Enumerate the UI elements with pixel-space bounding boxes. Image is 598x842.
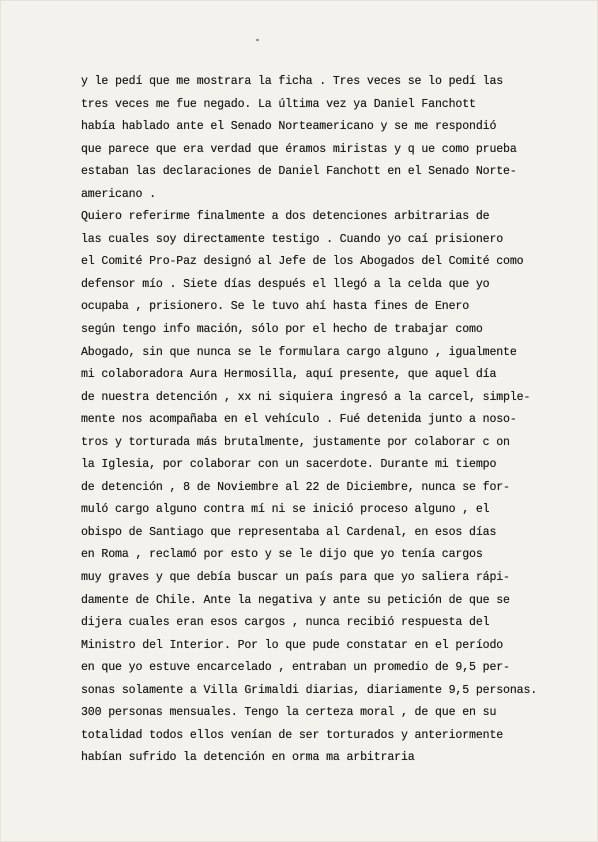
text-line: ocupaba , prisionero. Se le tuvo ahí hasta fines de Enero [81,300,470,314]
text-line: sonas solamente a Villa Grimaldi diarias, diariamente 9,5 personas. [81,683,538,697]
text-line: Quiero referirme finalmente a dos detenciones arbitrarias de [81,210,490,224]
text-line: Abogado, sin que nunca se le formulara cargo alguno , igualmente [81,345,517,359]
text-line: damente de Chile. Ante la negativa y ante su petición de que se [81,593,510,607]
text-line: según tengo info mación, sólo por el hecho de trabajar como [81,323,483,337]
typewritten-text [81,71,561,770]
text-line: americano . [81,187,156,201]
text-line: habían sufrido la detención en orma ma arbitraria [81,751,415,765]
text-line: defensor mío . Siete días después el llegó a la celda que yo [81,277,490,291]
text-line: la Iglesia, por colaborar con un sacerdote. Durante mi tiempo [81,458,497,472]
text-line: Ministro del Interior. Por lo que pude constatar en el período [81,638,504,652]
text-line: estaban las declaraciones de Daniel Fanchott en el Senado Norte- [81,165,517,179]
text-line: las cuales soy directamente testigo . Cuando yo caí prisionero [81,232,504,246]
text-line: de detención , 8 de Noviembre al 22 de Diciembre, nunca se for- [81,480,510,494]
text-line: obispo de Santiago que representaba al Cardenal, en esos días [81,525,497,539]
text-line: en Roma , reclamó por esto y se le dijo que yo tenía cargos [81,548,483,562]
text-line: que parece que era verdad que éramos miristas y q ue como prueba [81,142,517,156]
text-line: 300 personas mensuales. Tengo la certeza moral , de que en su [81,706,497,720]
text-line: había hablado ante el Senado Norteamericano y se me respondió [81,120,497,134]
ink-speck [256,39,259,41]
text-line: el Comité Pro-Paz designó al Jefe de los Abogados del Comité como [81,255,524,269]
text-line: tres veces me fue negado. La última vez ya Daniel Fanchott [81,97,476,111]
text-line: muy graves y que debía buscar un país para que yo saliera rápi- [81,571,510,585]
text-line: muló cargo alguno contra mí ni se inició proceso alguno , el [81,503,490,517]
text-line: tros y torturada más brutalmente, justamente por colaborar c on [81,435,510,449]
text-line: y le pedí que me mostrara la ficha . Tres veces se lo pedí las [81,75,504,88]
text-line: mente nos acompañaba en el vehículo . Fué detenida junto a noso- [81,413,517,427]
text-line: mi colaboradora Aura Hermosilla, aquí presente, que aquel día [81,368,497,382]
text-line: totalidad todos ellos venían de ser torturados y anteriormente [81,728,504,742]
text-line: en que yo estuve encarcelado , entraban un promedio de 9,5 per- [81,661,510,675]
text-line: dijera cuales eran esos cargos , nunca recibió respuesta del [81,616,490,630]
text-line: de nuestra detención , xx ni siquiera ingresó a la carcel, simple- [81,390,531,404]
